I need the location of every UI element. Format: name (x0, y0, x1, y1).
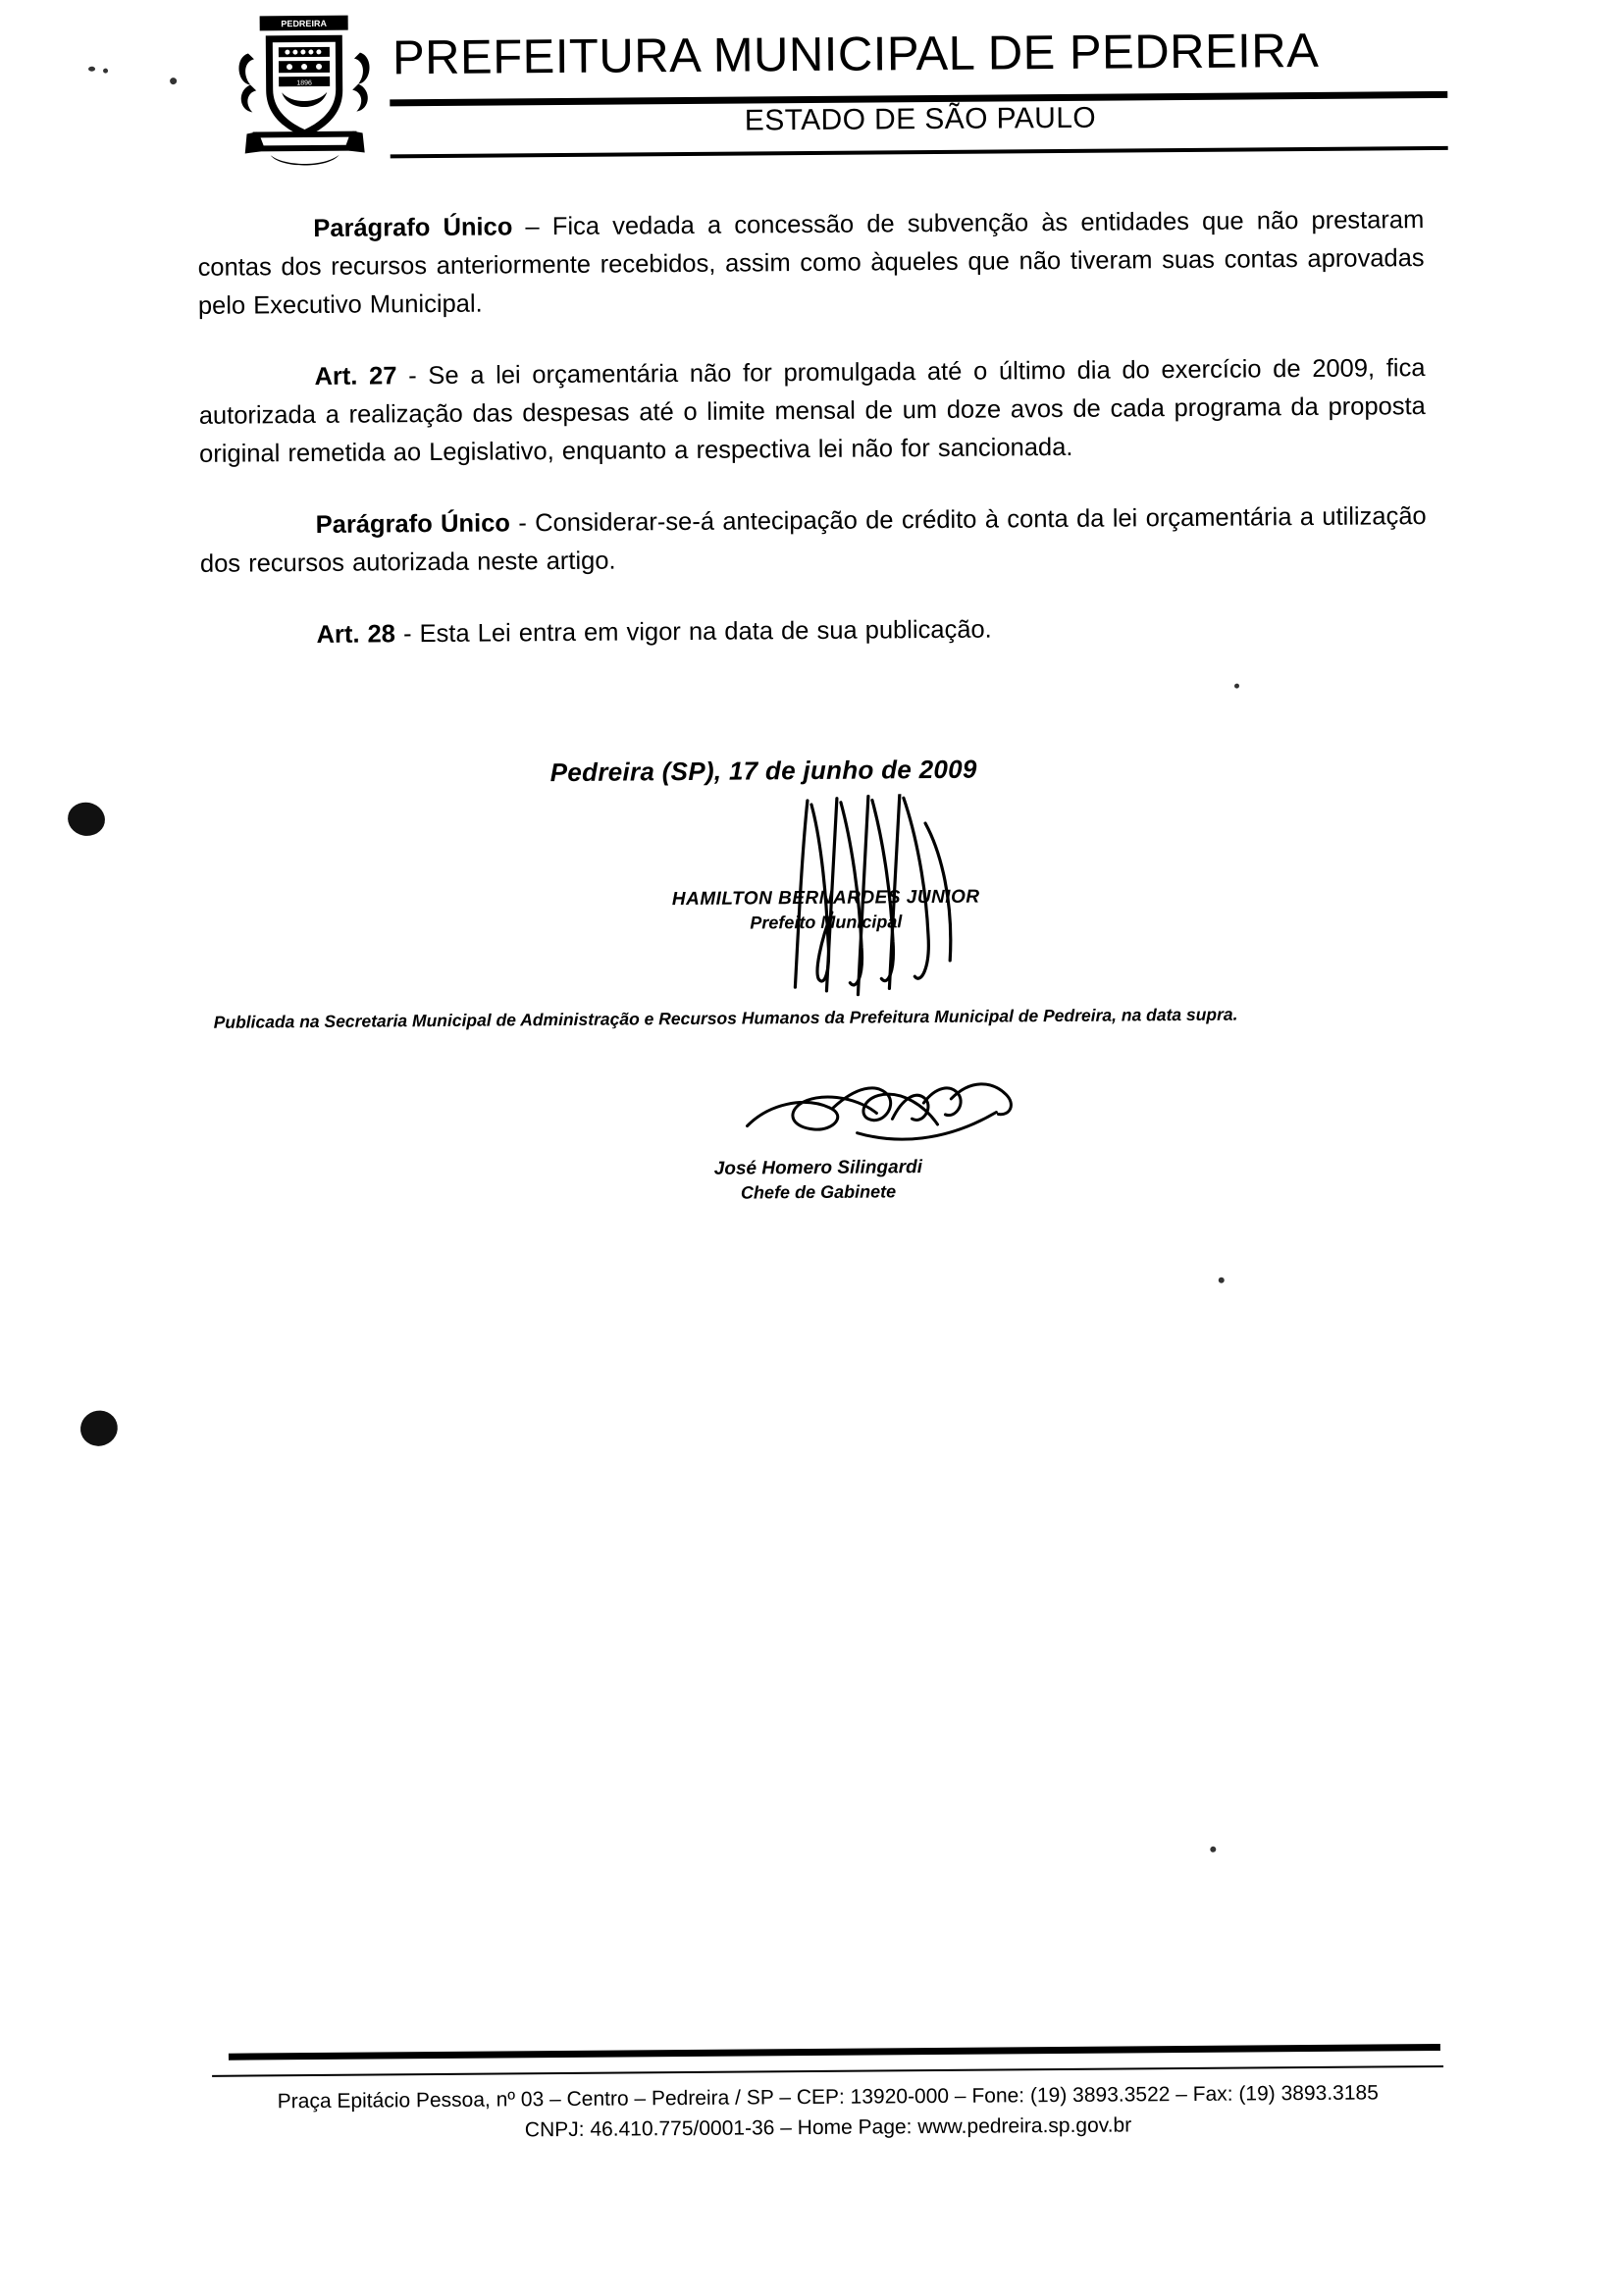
mayor-signature-block (620, 886, 1032, 934)
scan-speck (1210, 1847, 1216, 1852)
paragraph-dash: – (512, 213, 552, 241)
paragraph-label: Art. 27 (314, 362, 397, 391)
paragraph-dash: - (396, 362, 429, 391)
paragraph-unico-2 (200, 497, 1428, 584)
chief-signature-block (612, 1156, 1024, 1204)
chief-name: José Homero Silingardi (713, 1157, 923, 1179)
paragraph-text: Considerar-se-á antecipação de crédito à conta da lei orçamentária a utilização dos recursos autorizada neste artigo. (199, 502, 1427, 578)
scan-speck (170, 78, 177, 84)
header-subtitle: ESTADO DE SÃO PAULO (744, 101, 1097, 137)
document-body (197, 201, 1428, 655)
publication-note: Publicada na Secretaria Municipal de Administração e Recursos Humanos da Prefeitura Municipal de Pedreira, na data supra. (213, 1004, 1238, 1032)
mayor-role: Prefeito Municipal (750, 912, 903, 933)
paragraph-dash: - (509, 509, 536, 538)
paragraph-label: Parágrafo Único (315, 509, 511, 539)
header-title: PREFEITURA MUNICIPAL DE PEDREIRA (392, 24, 1320, 85)
paragraph-text: Esta Lei entra em vigor na data de sua publicação. (419, 615, 992, 649)
chief-signature-scribble (739, 1072, 1034, 1163)
mayor-name: HAMILTON BERNARDES JUNIOR (671, 886, 980, 911)
header-rule-bottom (391, 146, 1448, 158)
scan-speck (88, 67, 95, 72)
scan-speck (1219, 1278, 1225, 1283)
paragraph-label: Art. 28 (316, 620, 396, 649)
chief-role: Chefe de Gabinete (740, 1181, 897, 1203)
footer-address (212, 2077, 1443, 2148)
footer-rule-bottom (212, 2065, 1443, 2077)
scan-speck (1234, 684, 1239, 689)
document-header (221, 5, 1458, 191)
footer-line-1: Praça Epitácio Pessoa, nº 03 – Centro – Pedreira / SP – CEP: 13920-000 – Fone: (19) 3893.3522 – Fax: (19) 3893.3185 (277, 2081, 1379, 2113)
scan-speck (103, 69, 108, 74)
paragraph-dash: - (394, 620, 420, 649)
ink-blob (65, 799, 108, 839)
footer-rule-top (229, 2044, 1440, 2061)
paragraph-text: Fica vedada a concessão de subvenção às entidades que não prestaram contas dos recursos anteriormente recebidos, assim como àqueles que não tiveram suas contas aprovadas pelo Executivo Municipal. (197, 206, 1425, 320)
paragraph-art-27 (198, 349, 1426, 474)
svg-text:1896: 1896 (296, 79, 312, 87)
svg-text:PEDREIRA: PEDREIRA (281, 18, 327, 29)
paragraph-text: Se a lei orçamentária não for promulgada até o último dia do exercício de 2009, fica autorizada a realização das despesas até o limite mensal de um doze avos de cada programa da proposta original remetida ao Legislativo, enquanto a respectiva lei não for sancionada. (198, 354, 1426, 468)
paragraph-art-28 (200, 607, 1427, 655)
coat-of-arms-icon (231, 13, 379, 171)
ink-blob (76, 1406, 122, 1451)
paragraph-unico-1 (197, 201, 1425, 326)
footer-line-2: CNPJ: 46.410.775/0001-36 – Home Page: www.pedreira.sp.gov.br (524, 2113, 1132, 2142)
paragraph-label: Parágrafo Único (313, 213, 513, 242)
place-and-date: Pedreira (SP), 17 de junho de 2009 (549, 754, 977, 788)
